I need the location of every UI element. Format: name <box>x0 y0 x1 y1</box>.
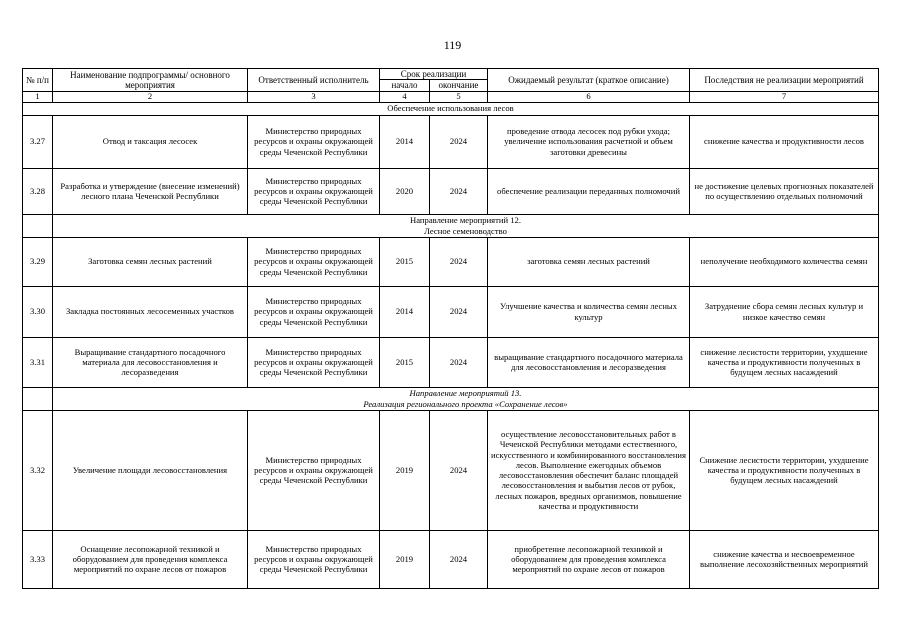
header-consequences: Последствия не реализации мероприятий <box>690 69 879 92</box>
row-num: 3.33 <box>23 530 53 588</box>
row-num: 3.31 <box>23 337 53 387</box>
row-start: 2019 <box>380 410 430 530</box>
index-cell: 4 <box>380 91 430 102</box>
row-consequences: снижение качества и продуктивности лесов <box>690 115 879 168</box>
row-result: выращивание стандартного посадочного материала для лесовосстановления и лесоразведения <box>488 337 690 387</box>
header-result: Ожидаемый результат (краткое описание) <box>488 69 690 92</box>
row-name: Заготовка семян лесных растений <box>53 237 248 286</box>
row-end: 2024 <box>430 286 488 337</box>
header-num: № п/п <box>23 69 53 92</box>
section-title-line1: Направление мероприятий 12. <box>410 215 521 226</box>
section-spacer <box>23 214 53 237</box>
table-row <box>23 115 879 168</box>
table-row <box>23 168 879 214</box>
row-name: Отвод и таксация лесосек <box>53 115 248 168</box>
index-cell: 6 <box>488 91 690 102</box>
table-row <box>23 530 879 588</box>
row-name: Выращивание стандартного посадочного материала для лесовосстановления и лесоразведения <box>53 337 248 387</box>
table-row <box>23 237 879 286</box>
row-result: обеспечение реализации переданных полномочий <box>488 168 690 214</box>
row-consequences: снижение лесистости территории, ухудшение качества и продуктивности полученных в будущем лесных насаждений <box>690 337 879 387</box>
row-start: 2015 <box>380 337 430 387</box>
index-cell: 1 <box>23 91 53 102</box>
row-consequences: не достижение целевых прогнозных показателей по осуществлению отдельных полномочий <box>690 168 879 214</box>
row-consequences: Затруднение сбора семян лесных культур и низкое качество семян <box>690 286 879 337</box>
index-cell: 2 <box>53 91 248 102</box>
row-executor: Министерство природных ресурсов и охраны окружающей среды Чеченской Республики <box>248 337 380 387</box>
row-name: Разработка и утверждение (внесение изменений) лесного плана Чеченской Республики <box>53 168 248 214</box>
row-name: Оснащение лесопожарной техникой и оборудованием для проведения комплекса мероприятий по охране лесов от пожаров <box>53 530 248 588</box>
header-start: начало <box>380 80 430 91</box>
table-row <box>23 337 879 387</box>
row-start: 2014 <box>380 286 430 337</box>
row-result: проведение отвода лесосек под рубки ухода; увеличение использования расчетной и объем заготовки древесины <box>488 115 690 168</box>
row-consequences: Снижение лесистости территории, ухудшение качества и продуктивности полученных в будущем лесных насаждений <box>690 410 879 530</box>
row-name: Закладка постоянных лесосеменных участков <box>53 286 248 337</box>
row-num: 3.32 <box>23 410 53 530</box>
row-num: 3.29 <box>23 237 53 286</box>
section-spacer <box>23 387 53 410</box>
section-row <box>23 387 879 410</box>
row-start: 2020 <box>380 168 430 214</box>
section-row <box>23 214 879 237</box>
section-title-line2: Реализация регионального проекта «Сохранение лесов» <box>363 398 568 409</box>
row-end: 2024 <box>430 237 488 286</box>
row-consequences: снижение качества и несвоевременное выполнение лесохозяйственных мероприятий <box>690 530 879 588</box>
row-executor: Министерство природных ресурсов и охраны окружающей среды Чеченской Республики <box>248 115 380 168</box>
row-name: Увеличение площади лесовосстановления <box>53 410 248 530</box>
index-cell: 7 <box>690 91 879 102</box>
row-result: осуществление лесовосстановительных работ в Чеченской Республики методами естественного, искусственного и комбинированного восстановления лесов. Выполнение ежегодных объемов лесовосстановления обеспечит баланс площадей лесовосстановления и выбытия лесов от рубок, лесных пожаров, вредных организмов, повышение качества и продуктивности <box>488 410 690 530</box>
row-end: 2024 <box>430 115 488 168</box>
table-row <box>23 286 879 337</box>
section-title-line2: Лесное семеноводство <box>424 225 507 236</box>
row-num: 3.28 <box>23 168 53 214</box>
activities-table <box>22 68 879 589</box>
section-title: Обеспечение использования лесов <box>23 102 879 115</box>
row-start: 2019 <box>380 530 430 588</box>
index-cell: 5 <box>430 91 488 102</box>
row-executor: Министерство природных ресурсов и охраны окружающей среды Чеченской Республики <box>248 530 380 588</box>
index-cell: 3 <box>248 91 380 102</box>
row-end: 2024 <box>430 530 488 588</box>
row-executor: Министерство природных ресурсов и охраны окружающей среды Чеченской Республики <box>248 237 380 286</box>
row-num: 3.27 <box>23 115 53 168</box>
row-executor: Министерство природных ресурсов и охраны окружающей среды Чеченской Республики <box>248 168 380 214</box>
row-end: 2024 <box>430 337 488 387</box>
row-start: 2015 <box>380 237 430 286</box>
section-title-line1: Направление мероприятий 13. <box>409 388 522 399</box>
row-end: 2024 <box>430 410 488 530</box>
header-period: Срок реализации <box>380 69 488 80</box>
row-consequences: неполучение необходимого количества семян <box>690 237 879 286</box>
row-result: приобретение лесопожарной техникой и оборудованием для проведения комплекса мероприятий по охране лесов от пожаров <box>488 530 690 588</box>
row-start: 2014 <box>380 115 430 168</box>
row-executor: Министерство природных ресурсов и охраны окружающей среды Чеченской Республики <box>248 286 380 337</box>
header-name: Наименование подпрограммы/ основного мероприятия <box>53 69 248 92</box>
header-end: окончание <box>430 80 488 91</box>
row-executor: Министерство природных ресурсов и охраны окружающей среды Чеченской Республики <box>248 410 380 530</box>
row-end: 2024 <box>430 168 488 214</box>
row-result: заготовка семян лесных растений <box>488 237 690 286</box>
table-row <box>23 410 879 530</box>
row-num: 3.30 <box>23 286 53 337</box>
section-title <box>53 387 879 410</box>
row-result: Улучшение качества и количества семян лесных культур <box>488 286 690 337</box>
section-row <box>23 102 879 115</box>
section-title <box>53 214 879 237</box>
index-row <box>23 91 879 102</box>
header-executor: Ответственный исполнитель <box>248 69 380 92</box>
header-row <box>23 69 879 80</box>
page-number: 119 <box>443 38 462 52</box>
